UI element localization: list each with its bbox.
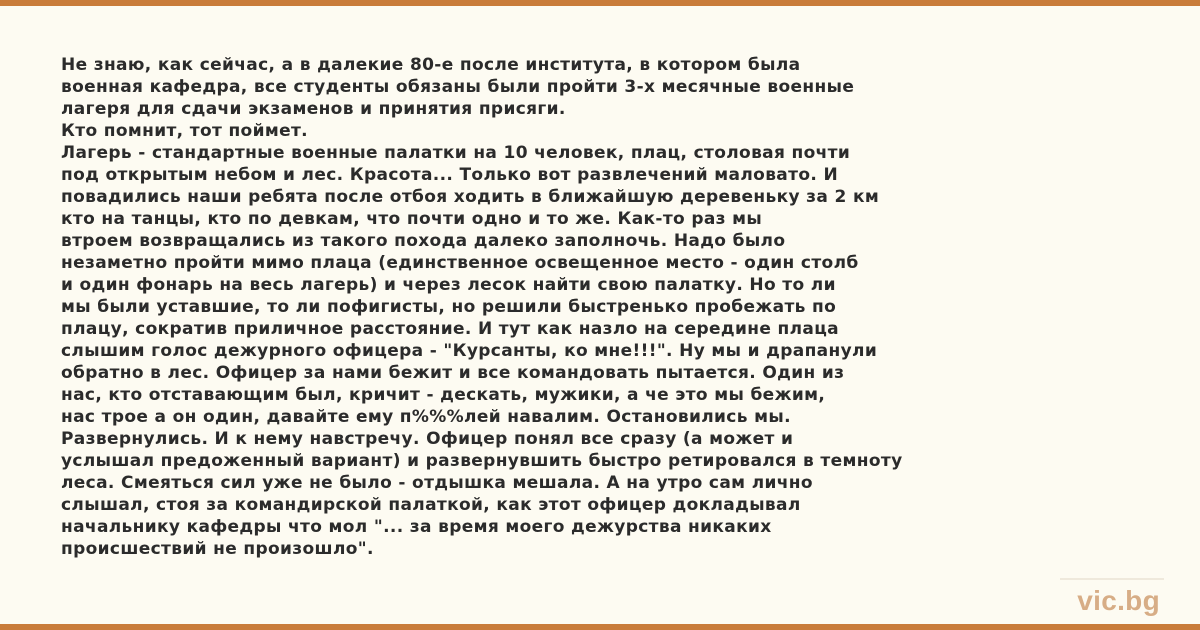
story-line: Кто помнит, тот поймет.: [61, 121, 308, 141]
bottom-accent-bar: [0, 624, 1200, 630]
story-line: Лагерь - стандартные военные палатки на 10 человек, плац, столовая почти: [61, 143, 851, 163]
story-line: начальнику кафедры что мол "... за время моего дежурства никаких: [61, 517, 772, 537]
story-line: военная кафедра, все студенты обязаны были пройти 3-х месячные военные: [61, 77, 855, 97]
story-line: повадились наши ребята после отбоя ходить в ближайшую деревеньку за 2 км: [61, 187, 880, 207]
story-line: кто на танцы, кто по девкам, что почти одно и то же. Как-то раз мы: [61, 209, 763, 229]
story-line: Не знаю, как сейчас, а в далекие 80-е после института, в котором была: [61, 55, 801, 75]
story-line: слышал, стоя за командирской палаткой, как этот офицер докладывал: [61, 495, 801, 515]
story-line: услышал предоженный вариант) и развернувшить быстро ретировался в темноту: [61, 451, 903, 471]
story-line: и один фонарь на весь лагерь) и через лесок найти свою палатку. Но то ли: [61, 275, 836, 295]
story-line: плацу, сократив приличное расстояние. И тут как назло на середине плаца: [61, 319, 839, 339]
story-line: втроем возвращались из такого похода далеко заполночь. Надо было: [61, 231, 786, 251]
site-logo: vic.bg: [1077, 585, 1160, 616]
story-line: незаметно пройти мимо плаца (единственное освещенное место - один столб: [61, 253, 859, 273]
story-line: происшествий не произошло".: [61, 539, 374, 559]
story-line: под открытым небом и лес. Красота... Только вот развлечений маловато. И: [61, 165, 839, 185]
story-line: обратно в лес. Офицер за нами бежит и все командовать пытается. Один из: [61, 363, 845, 383]
story-line: нас трое а он один, давайте ему п%%%лей навалим. Остановились мы.: [61, 407, 791, 427]
story-line: Развернулись. И к нему навстречу. Офицер понял все сразу (а может и: [61, 429, 794, 449]
story-line: мы были уставшие, то ли пофигисты, но решили быстренько пробежать по: [61, 297, 837, 317]
brand-divider: [1060, 578, 1164, 580]
story-text: [61, 54, 1141, 560]
story-line: леса. Смеяться сил уже не было - отдышка мешала. А на утро сам лично: [61, 473, 813, 493]
story-line: слышим голос дежурного офицера - "Курсанты, ко мне!!!". Ну мы и драпанули: [61, 341, 878, 361]
story-line: лагеря для сдачи экзаменов и принятия присяги.: [61, 99, 566, 119]
top-accent-bar: [0, 0, 1200, 6]
story-line: нас, кто отставающим был, кричит - дескать, мужики, а че это мы бежим,: [61, 385, 826, 405]
